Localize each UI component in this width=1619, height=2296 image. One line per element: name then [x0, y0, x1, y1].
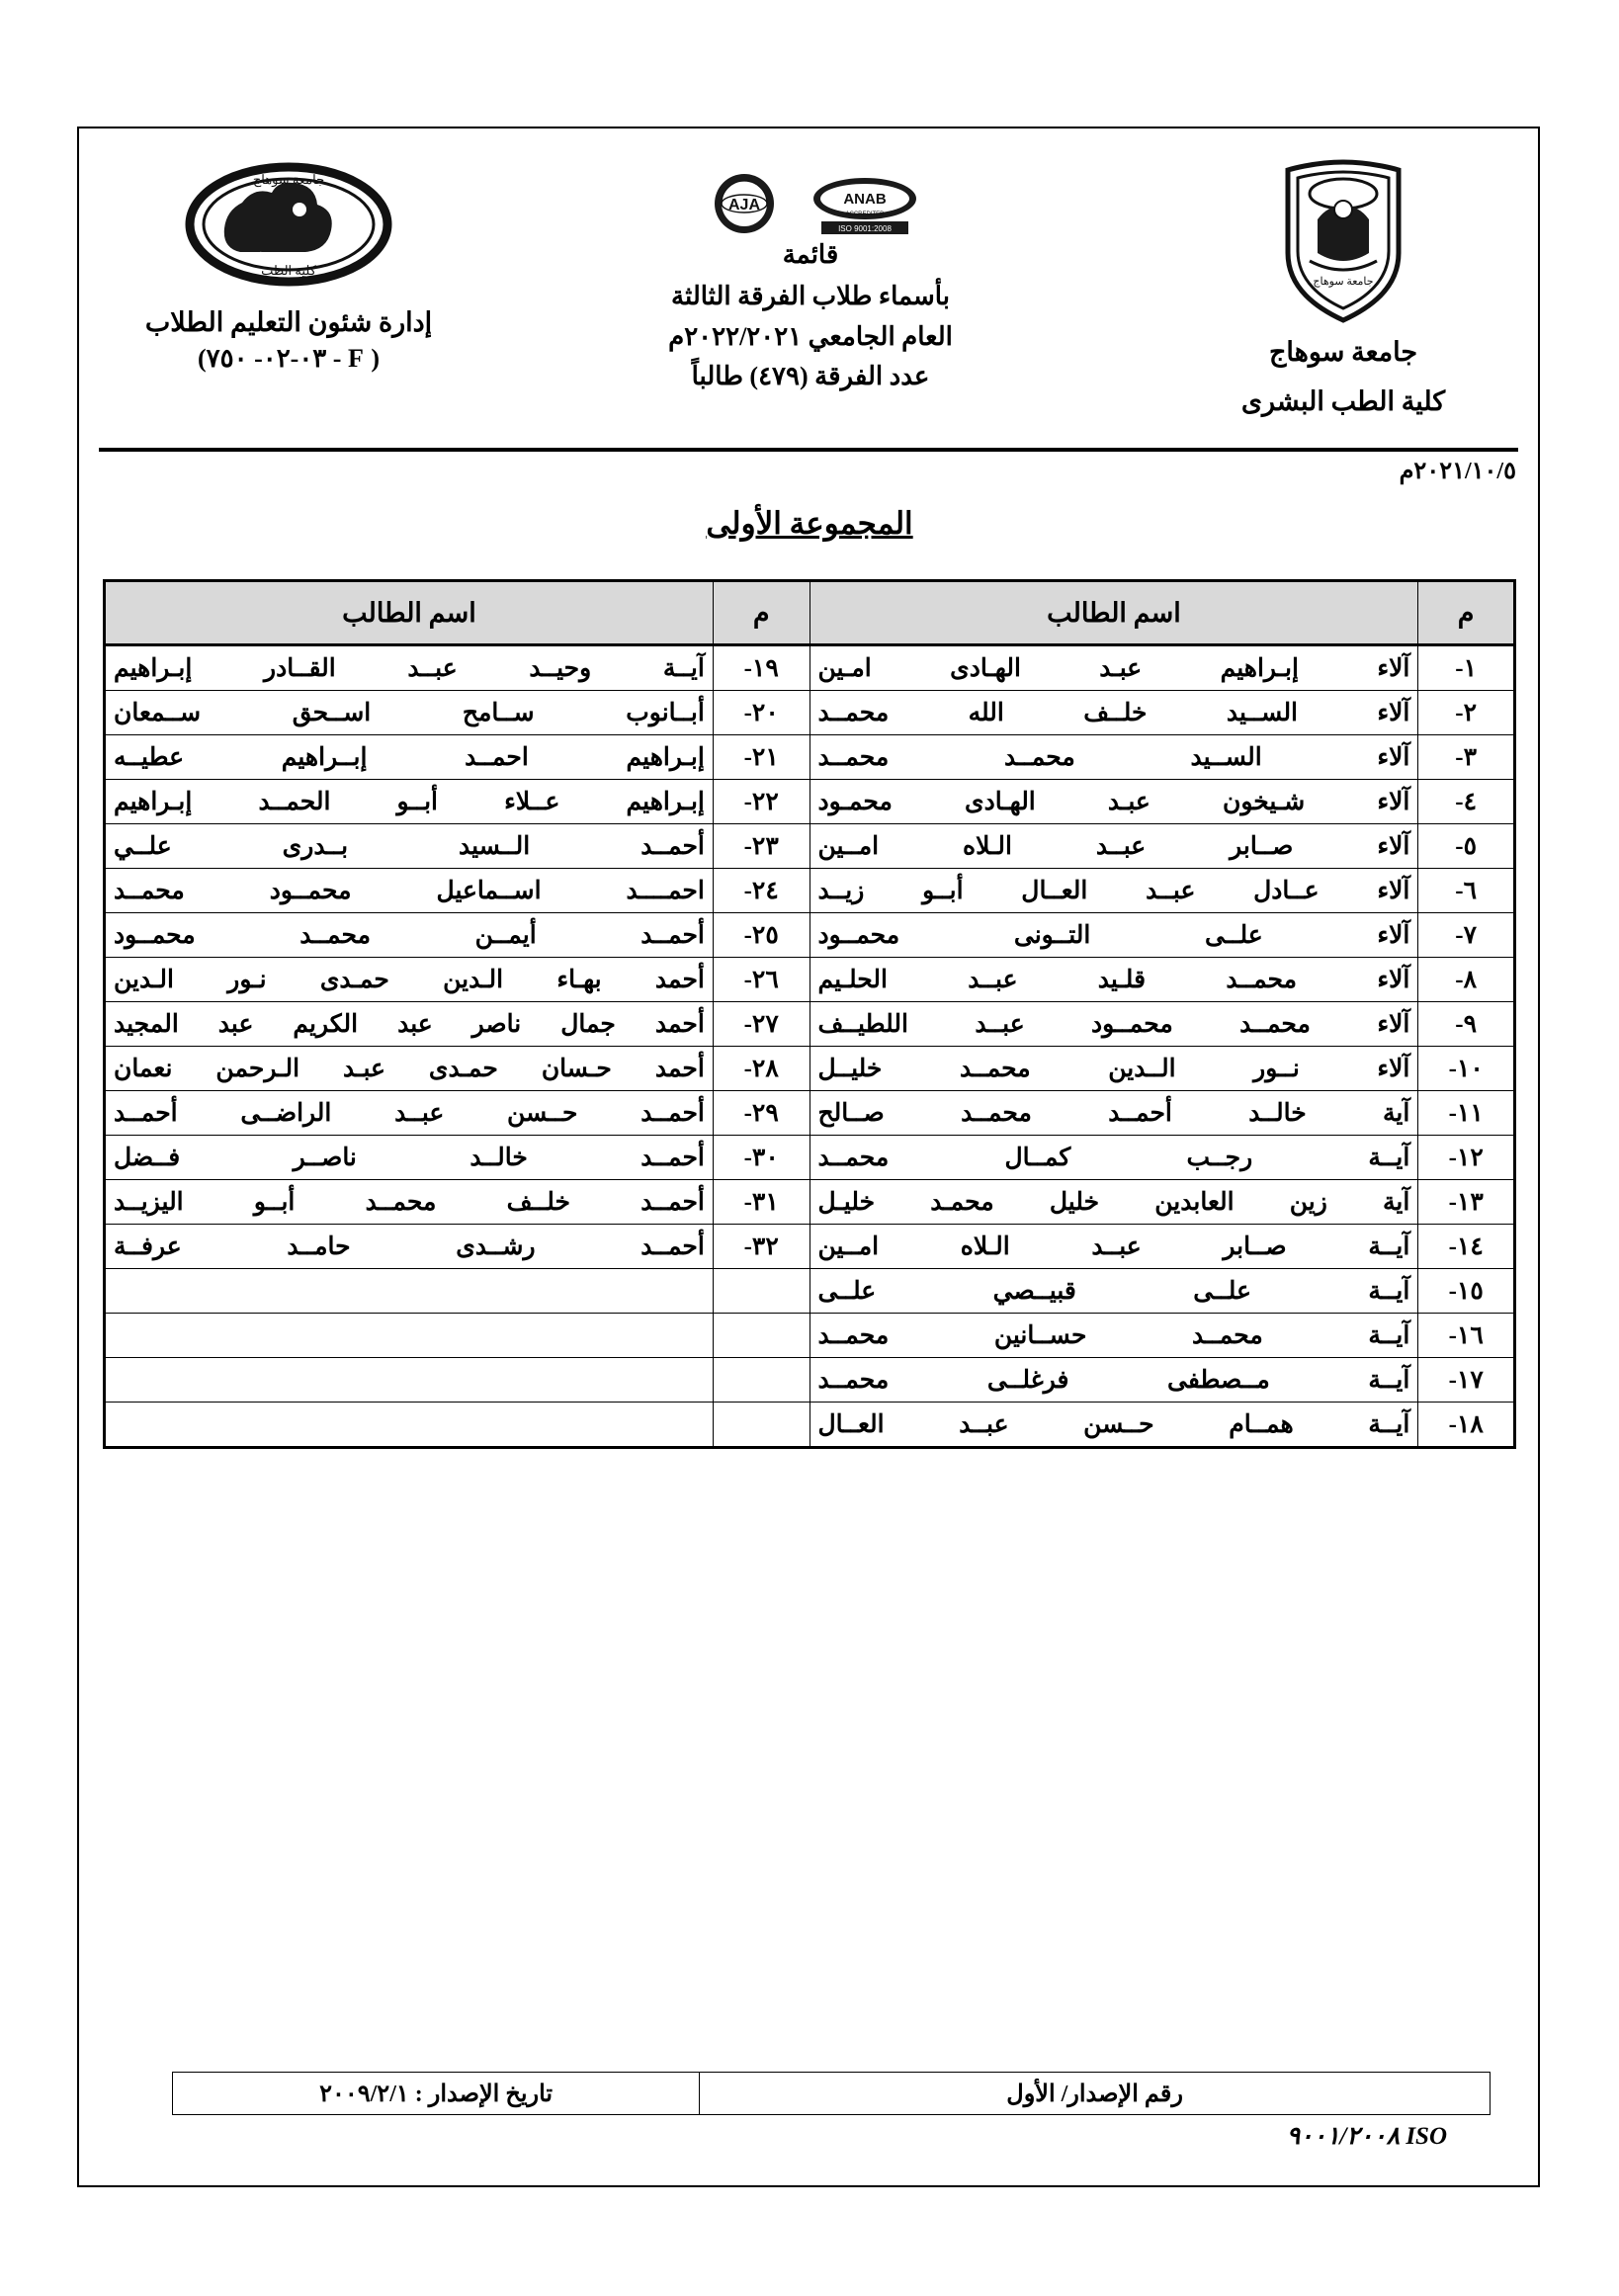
table-row — [105, 780, 1515, 824]
document-header — [99, 148, 1518, 445]
student-name: آلاء إبـراهيم عبـد الهـادى امـين — [810, 645, 1418, 691]
table-row — [105, 1180, 1515, 1225]
row-num: ١- — [1418, 645, 1515, 691]
student-name: أحمد بهـاء الـدين حمـدى نـور الـدين — [105, 958, 714, 1002]
header-right-block — [1180, 158, 1506, 423]
svg-text:جامعة سوهاج: جامعة سوهاج — [252, 172, 324, 187]
table-row — [105, 1403, 1515, 1448]
row-num: ١٣- — [1418, 1180, 1515, 1225]
student-name: آلاء محمــد محمــود عبــد اللطيــف — [810, 1002, 1418, 1047]
row-num — [713, 1403, 810, 1448]
row-num: ٤- — [1418, 780, 1515, 824]
table-row — [105, 735, 1515, 780]
row-num: ١٦- — [1418, 1314, 1515, 1358]
faculty-logo-icon — [183, 158, 395, 292]
table-body — [105, 645, 1515, 1448]
university-crest-icon — [1274, 158, 1412, 324]
student-name: آلاء علــى التــونى محمــود — [810, 913, 1418, 958]
student-name: أحمــد الــسيد بــدرى علــي — [105, 824, 714, 869]
svg-text:AJA: AJA — [727, 197, 761, 213]
row-num: ٣٢- — [713, 1225, 810, 1269]
doc-title-line4: عدد الفرقة (٤٧٩) طالباً — [691, 361, 930, 390]
row-num: ٦- — [1418, 869, 1515, 913]
student-name: أحمــد رشــدى حامــد عرفــة — [105, 1225, 714, 1269]
accreditation-marks — [692, 166, 929, 245]
row-num: ١٩- — [713, 645, 810, 691]
student-name: آلاء الســيد خلــف الله محمــد — [810, 691, 1418, 735]
row-num: ١٤- — [1418, 1225, 1515, 1269]
doc-title-line1: قائمة — [782, 240, 839, 269]
student-name: آلاء الســيد محمــد محمــد — [810, 735, 1418, 780]
student-name: آية زين العابدين خليل محمـد خليـل — [810, 1180, 1418, 1225]
table-row — [105, 824, 1515, 869]
row-num: ٢٥- — [713, 913, 810, 958]
svg-text:جامعة سوهاج: جامعة سوهاج — [1313, 276, 1374, 288]
table-row — [105, 1047, 1515, 1091]
row-num: ٢٤- — [713, 869, 810, 913]
table-row — [105, 913, 1515, 958]
footer-issue-number: رقم الإصدار/ الأول — [700, 2073, 1491, 2115]
student-name — [105, 1358, 714, 1403]
svg-text:كلية الطب: كلية الطب — [260, 263, 316, 278]
students-table-wrapper — [103, 579, 1516, 1449]
student-name — [105, 1314, 714, 1358]
table-row — [105, 691, 1515, 735]
student-name: آيــة مــصطفى فرغلــى محمــد — [810, 1358, 1418, 1403]
row-num: ٢- — [1418, 691, 1515, 735]
col-header-num-left: م — [713, 581, 810, 645]
row-num: ١٠- — [1418, 1047, 1515, 1091]
student-name: أحمد حـسان حمـدى عبـد الـرحمن نعمان — [105, 1047, 714, 1091]
row-num: ١٥- — [1418, 1269, 1515, 1314]
student-name: إبـراهيم عــلاء أبــو الحمــد إبـراهيم — [105, 780, 714, 824]
row-num: ١١- — [1418, 1091, 1515, 1136]
table-row — [105, 1358, 1515, 1403]
student-name: آلاء شـيخون عبـد الهـادى محمـود — [810, 780, 1418, 824]
student-name — [105, 1269, 714, 1314]
row-num: ١٢- — [1418, 1136, 1515, 1180]
doc-title-line3: العام الجامعي ٢٠٢٢/٢٠٢١م — [668, 321, 953, 351]
student-name — [105, 1403, 714, 1448]
header-divider — [99, 448, 1518, 452]
student-name: أحمد جمال ناصر عبد الكريم عبد المجيد — [105, 1002, 714, 1047]
row-num: ٨- — [1418, 958, 1515, 1002]
table-row — [105, 1091, 1515, 1136]
col-header-name-right: اسم الطالب — [810, 581, 1418, 645]
row-num: ٢٣- — [713, 824, 810, 869]
aja-logo-icon — [697, 171, 792, 240]
table-row — [105, 1269, 1515, 1314]
student-name: أحمــد حــسن عبــد الراضــى أحمــد — [105, 1091, 714, 1136]
document-footer — [103, 2072, 1516, 2151]
student-name: آلاء نــور الــدين محمــد خليــل — [810, 1047, 1418, 1091]
faculty-name: كلية الطب البشرى — [1240, 385, 1446, 416]
svg-text:ISO 9001:2008: ISO 9001:2008 — [838, 224, 892, 233]
row-num: ٢٦- — [713, 958, 810, 1002]
table-row — [105, 1225, 1515, 1269]
student-name: آيــة وحيــد عبــد القــادر إبـراهيم — [105, 645, 714, 691]
footer-iso: ISO ٩٠٠١/٢٠٠٨ — [1286, 2123, 1447, 2150]
row-num — [713, 1269, 810, 1314]
student-name: آيــة صــابر عبــد الـلاه امــين — [810, 1225, 1418, 1269]
student-name: آيــة علــى قبيــصي علــى — [810, 1269, 1418, 1314]
row-num — [713, 1358, 810, 1403]
footer-table — [172, 2072, 1491, 2115]
row-num — [713, 1314, 810, 1358]
row-num: ٥- — [1418, 824, 1515, 869]
row-num: ٩- — [1418, 1002, 1515, 1047]
student-name: آيــة محمــد حســانين محمــد — [810, 1314, 1418, 1358]
student-name: إبـراهيم احمــد إبــراهيم عطيــه — [105, 735, 714, 780]
table-row — [105, 1136, 1515, 1180]
row-num: ٣١- — [713, 1180, 810, 1225]
issue-date: ٢٠٢١/١٠/٥م — [1399, 459, 1516, 484]
student-name: آيــة همــام حــسن عبــد العــال — [810, 1403, 1418, 1448]
row-num: ٢٠- — [713, 691, 810, 735]
anab-logo-icon — [806, 173, 924, 238]
table-row — [105, 1314, 1515, 1358]
table-row — [105, 645, 1515, 691]
university-name: جامعة سوهاج — [1268, 337, 1418, 367]
table-row — [105, 869, 1515, 913]
col-header-num-right: م — [1418, 581, 1515, 645]
table-row — [105, 1002, 1515, 1047]
row-num: ٢٨- — [713, 1047, 810, 1091]
student-name: آلاء عــادل عبــد العــال أبــو زيــد — [810, 869, 1418, 913]
document-code: (٠٣-٠٢- ٧٥٠ - F ) — [197, 344, 381, 374]
svg-text:ANAB: ANAB — [843, 191, 887, 208]
header-left-block — [111, 158, 467, 374]
student-name: آلاء صــابر عبــد الـلاه امــين — [810, 824, 1418, 869]
row-num: ٢٧- — [713, 1002, 810, 1047]
student-name: آية خالــد أحمــد محمــد صــالح — [810, 1091, 1418, 1136]
student-name: أحمــد خالــد ناصــر فــضل — [105, 1136, 714, 1180]
footer-issue-date: تاريخ الإصدار : ٢٠٠٩/٢/١ — [173, 2073, 700, 2115]
department-name: إدارة شئون التعليم الطلاب — [144, 307, 433, 337]
student-name: أحمــد خلــف محمــد أبــو اليزيــد — [105, 1180, 714, 1225]
col-header-name-left: اسم الطالب — [105, 581, 714, 645]
student-name: أحمــد أيمــن محمــد محمــود — [105, 913, 714, 958]
student-name: آلاء محمــد قلـيد عبــد الحلـيم — [810, 958, 1418, 1002]
row-num: ٢١- — [713, 735, 810, 780]
doc-title-line2: بأسماء طلاب الفرقة الثالثة — [671, 282, 950, 311]
row-num: ٢٢- — [713, 780, 810, 824]
student-name: آيــة رجــب كمــال محمــد — [810, 1136, 1418, 1180]
table-header-row — [105, 581, 1515, 645]
student-name: احمــــد اســماعيل محمــود محمــد — [105, 869, 714, 913]
student-name: أبــانوب ســامح اســحق ســمعان — [105, 691, 714, 735]
table-row — [105, 958, 1515, 1002]
header-center-block — [524, 158, 1097, 396]
row-num: ٢٩- — [713, 1091, 810, 1136]
row-num: ١٧- — [1418, 1358, 1515, 1403]
students-table — [103, 579, 1516, 1449]
row-num: ٧- — [1418, 913, 1515, 958]
svg-text:ACCREDITED: ACCREDITED — [845, 212, 885, 217]
row-num: ٣٠- — [713, 1136, 810, 1180]
group-title: المجموعة الأولى — [706, 506, 913, 541]
row-num: ٣- — [1418, 735, 1515, 780]
row-num: ١٨- — [1418, 1403, 1515, 1448]
